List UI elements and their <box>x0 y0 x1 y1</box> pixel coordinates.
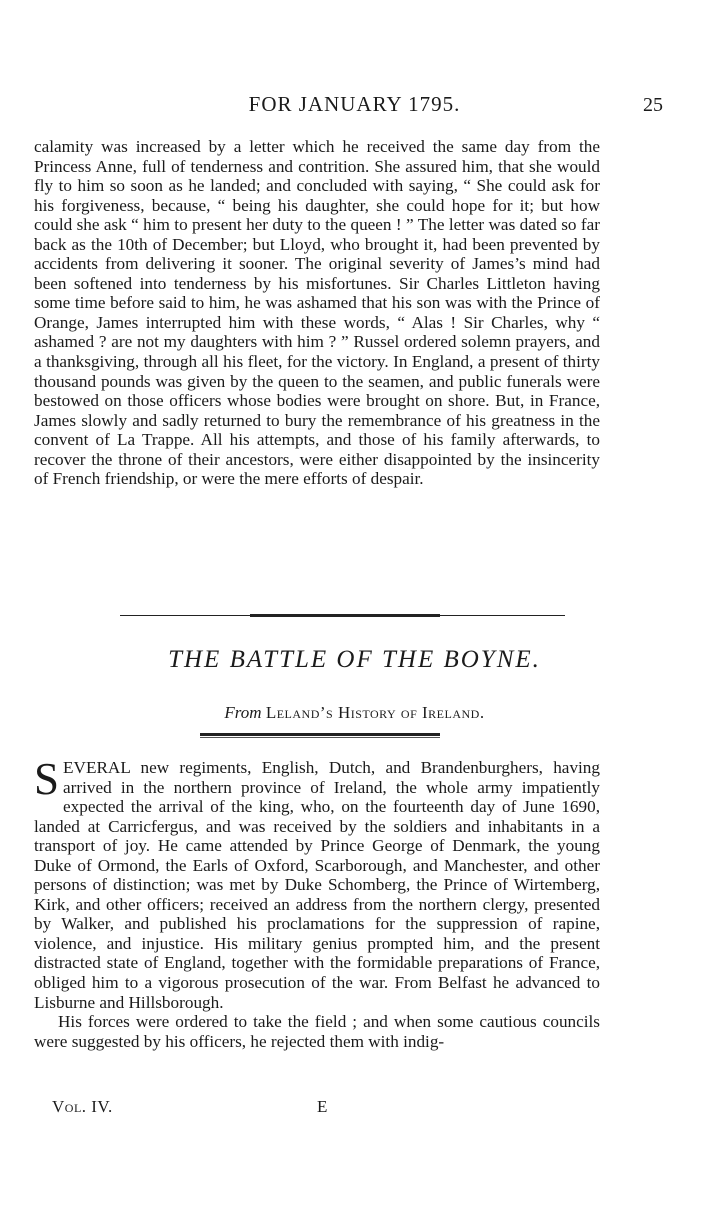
previous-article-text <box>34 137 600 489</box>
article-source-name: Leland’s History of Ireland. <box>265 703 485 722</box>
article-paragraph-2: His forces were ordered to take the field ; and when some cautious councils were suggested by his officers, he rejected them with indig- <box>34 1012 600 1051</box>
rule-thin-line <box>200 737 440 738</box>
signature-mark: E <box>317 1097 328 1116</box>
article-body <box>34 754 600 1051</box>
running-title: FOR JANUARY 1795. <box>248 92 461 116</box>
title-underline-rule <box>200 733 440 738</box>
volume-number: Vol. IV. <box>52 1097 113 1116</box>
section-divider <box>120 614 565 618</box>
running-head <box>0 86 709 116</box>
drop-cap-letter: S <box>34 754 60 804</box>
page-footer <box>0 1097 709 1123</box>
article-title: THE BATTLE OF THE BOYNE. <box>168 646 541 673</box>
page-number: 25 <box>643 94 663 116</box>
rule-thick-line <box>200 733 440 736</box>
divider-thick-line <box>250 614 440 617</box>
previous-article-paragraph: calamity was increased by a letter which he received the same day from the Princess Anne, full of tenderness and contrition. She assured him, that she would fly to him so soon as he landed; and concluded with saying, “ She could ask for his forgiveness, because, “ being his daughter, she could hope for it; but how could she ask “ him to present her duty to the queen ! ” The letter was dated so far back as the 10th of December; but Lloyd, who brought it, had been prevented by accidents from delivering it sooner. The original severity of James’s mind had been softened into tenderness by his misfortunes. Sir Charles Littleton having some time before said to him, he was ashamed that his son was with the Prince of Orange, James interrupted him with these words, “ Alas ! Sir Charles, why “ ashamed ? are not my daughters with him ? ” Russel ordered solemn prayers, and a thanksgiving, through all his fleet, for the victory. In England, a present of thirty thousand pounds was given by the queen to the seamen, and public funerals were bestowed on those officers whose bodies were brought on shore. But, in France, James slowly and sadly returned to bury the remembrance of his greatness in the convent of La Trappe. All his attempts, and those of his family afterwards, to recover the throne of their ancestors, were either disappointed by the insincerity of French friendship, or were the mere efforts of despair. <box>34 137 600 489</box>
article-paragraph-1 <box>34 754 600 1012</box>
article-paragraph-1-text: EVERAL new regiments, English, Dutch, and Brandenburghers, having arrived in the northern province of Ireland, the whole army impatiently expected the arrival of the king, who, on the fourteenth day of June 1690, landed at Carricfergus, and was received by the soldiers and inhabitants in a transport of joy. He came attended by Prince George of Denmark, the young Duke of Ormond, the Earls of Oxford, Scarborough, and Manchester, and other persons of distinction; was met by Duke Schomberg, the Prince of Wirtemberg, Kirk, and other officers; received an address from the northern clergy, presented by Walker, and published his proclamations for the suppression of rapine, violence, and injustice. His military genius prompted him, and the present distracted state of England, together with the formidable preparations of France, obliged him to a vigorous prosecution of the war. From Belfast he advanced to Lisburne and Hillsborough. <box>34 758 600 1012</box>
article-source <box>0 703 709 723</box>
article-source-prefix: From <box>224 703 262 722</box>
